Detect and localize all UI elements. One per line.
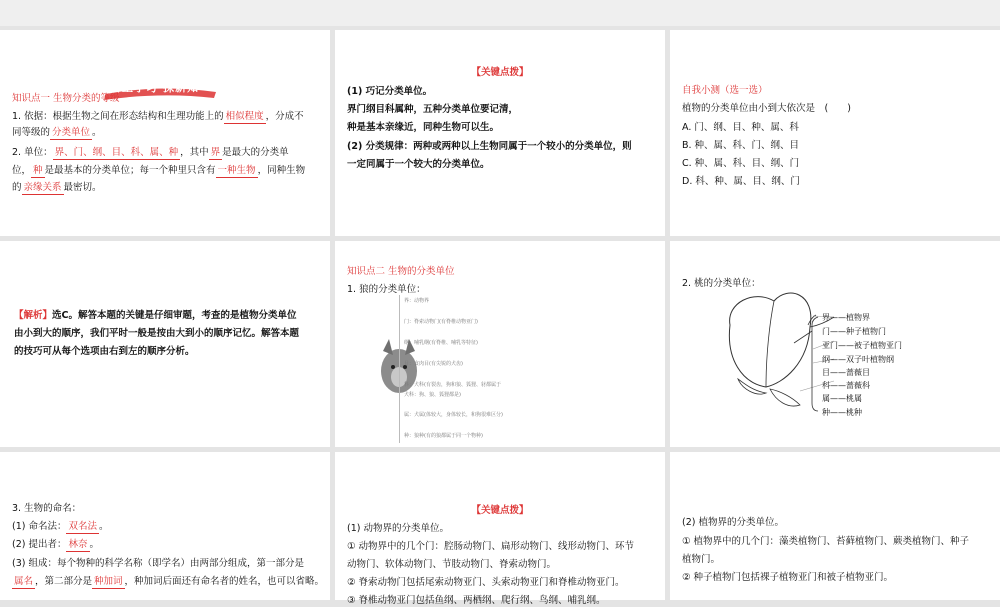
self-test-heading: 自我小测（选一选） <box>682 85 768 96</box>
top-bar <box>0 0 1000 26</box>
naming-composition-2: 属名 ，第二部分是 种加词 ，种加词后面还有命名者的姓名，也可以省略。 <box>14 576 325 587</box>
slide-4[interactable] <box>0 241 330 447</box>
naming-heading: 3. 生物的命名： <box>12 503 82 514</box>
peach-row: 门——种子植物门 <box>822 327 886 336</box>
wolf-row: 科：犬科(有裂齿，狗和狼、狐狸、豺都属于 <box>404 382 501 388</box>
slide-3[interactable] <box>670 30 1000 236</box>
animal-heading: (1) 动物界的分类单位。 <box>347 523 449 534</box>
plant-heading: (2) 植物界的分类单位。 <box>682 517 784 528</box>
animal-line-2: 动物门、软体动物门、节肢动物门、脊索动物门。 <box>347 559 557 570</box>
peach-row: 属——桃属 <box>822 394 862 403</box>
wolf-row: 目：食肉目(有尖锐的犬齿) <box>404 361 463 367</box>
option-c[interactable]: C. 种、属、科、目、纲、门 <box>682 158 800 169</box>
analysis-line-3: 的技巧可从每个选项由右到左的顺序分析。 <box>14 346 195 357</box>
slide-6[interactable] <box>670 241 1000 447</box>
wolf-row: 种：狼种(有的狼都属于同一个物种) <box>404 433 483 439</box>
slide-1[interactable] <box>0 30 330 236</box>
mnemonic-line-1: 界门纲目科属种，五种分类单位要记清， <box>347 104 519 115</box>
basis-line-2: 同等级的 分类单位 。 <box>12 127 102 138</box>
peach-row: 纲——双子叶植物纲 <box>822 355 894 364</box>
slide-title: 自主学习·探新知 <box>110 81 200 94</box>
naming-proposer: (2) 提出者： 林奈 。 <box>12 539 100 550</box>
animal-line-1: ① 动物界中的几个门：腔肠动物门、扁形动物门、线形动物门、环节 <box>347 541 635 552</box>
unit-line-1: 2. 单位： 界、门、纲、目、科、属、种 ，其中 界 是最大的分类单 <box>12 147 289 158</box>
peach-row: 目——蔷薇目 <box>822 368 870 377</box>
wolf-tree <box>399 295 580 443</box>
slide-5[interactable] <box>335 241 665 447</box>
wolf-row: 纲：哺乳纲(有脊椎、哺乳等特征) <box>404 340 478 346</box>
wolf-row: 犬科：狗、狼、狐狸都是) <box>404 392 461 398</box>
key-point-heading: 【关键点拨】 <box>471 67 529 78</box>
animal-line-4: ③ 脊椎动物亚门包括鱼纲、两栖纲、爬行纲、鸟纲、哺乳纲。 <box>347 595 606 606</box>
analysis-line-2: 由小到大的顺序，我们平时一般是按由大到小的顺序记忆。解答本题 <box>14 328 300 339</box>
naming-composition-1: (3) 组成：每个物种的科学名称（即学名）由两部分组成，第一部分是 <box>12 558 304 569</box>
slide-7[interactable] <box>0 452 330 600</box>
mnemonic-line-2: 种是基本亲缘近，同种生物可以生。 <box>347 122 500 133</box>
rule-line-2: 一定同属于一个较大的分类单位。 <box>347 159 490 170</box>
rule-line-1: (2) 分类规律：两种或两种以上生物同属于一个较小的分类单位，则 <box>347 141 632 152</box>
slide-8[interactable] <box>335 452 665 606</box>
unit-line-3: 的 亲缘关系 最密切。 <box>12 182 102 193</box>
wolf-row: 门：脊索动物门(有脊椎动物亚门) <box>404 319 478 325</box>
basis-line-1: 1. 依据：根据生物之间在形态结构和生理功能上的 相似程度 ，分成不 <box>12 111 304 122</box>
mnemonic-title: (1) 巧记分类单位。 <box>347 86 433 97</box>
wolf-row: 属：犬属(体较大，身体较长，和狗很难区分) <box>404 412 503 418</box>
slide-9[interactable] <box>670 452 1000 600</box>
peach-row: 科——蔷薇科 <box>822 381 870 390</box>
option-d[interactable]: D. 科、种、属、目、纲、门 <box>682 176 800 187</box>
wolf-row: 界：动物界 <box>404 298 430 304</box>
key-point-heading-2: 【关键点拨】 <box>471 505 529 516</box>
option-b[interactable]: B. 种、属、科、门、纲、目 <box>682 140 800 151</box>
analysis-line-1: 【解析】选C。解答本题的关键是仔细审题，考查的是植物分类单位 <box>14 310 297 321</box>
unit-line-2: 位， 种 是最基本的分类单位；每一个种里只含有 一种生物 ，同种生物 <box>12 165 306 176</box>
knowledge-point-2: 知识点二 生物的分类单位 <box>347 266 455 277</box>
naming-method: (1) 命名法： 双名法 。 <box>12 521 109 532</box>
peach-row: 界——植物界 <box>822 313 870 322</box>
peach-heading: 2. 桃的分类单位： <box>682 278 761 289</box>
animal-line-3: ② 脊索动物门包括尾索动物亚门、头索动物亚门和脊椎动物亚门。 <box>347 577 625 588</box>
plant-line-1: ① 植物界中的几个门：藻类植物门、苔藓植物门、蕨类植物门、种子 <box>682 536 970 547</box>
plant-line-2: 植物门。 <box>682 554 721 565</box>
knowledge-point-1: 知识点一 生物分类的等级 <box>12 93 120 104</box>
option-a[interactable]: A. 门、纲、目、种、属、科 <box>682 122 799 133</box>
peach-row: 亚门——被子植物亚门 <box>822 341 902 350</box>
peach-row: 种——桃种 <box>822 408 862 417</box>
plant-line-3: ② 种子植物门包括裸子植物亚门和被子植物亚门。 <box>682 572 894 583</box>
slide-2[interactable] <box>335 30 665 236</box>
wolf-heading: 1. 狼的分类单位： <box>347 284 426 295</box>
question-text: 植物的分类单位由小到大依次是 ( ) <box>682 103 851 114</box>
